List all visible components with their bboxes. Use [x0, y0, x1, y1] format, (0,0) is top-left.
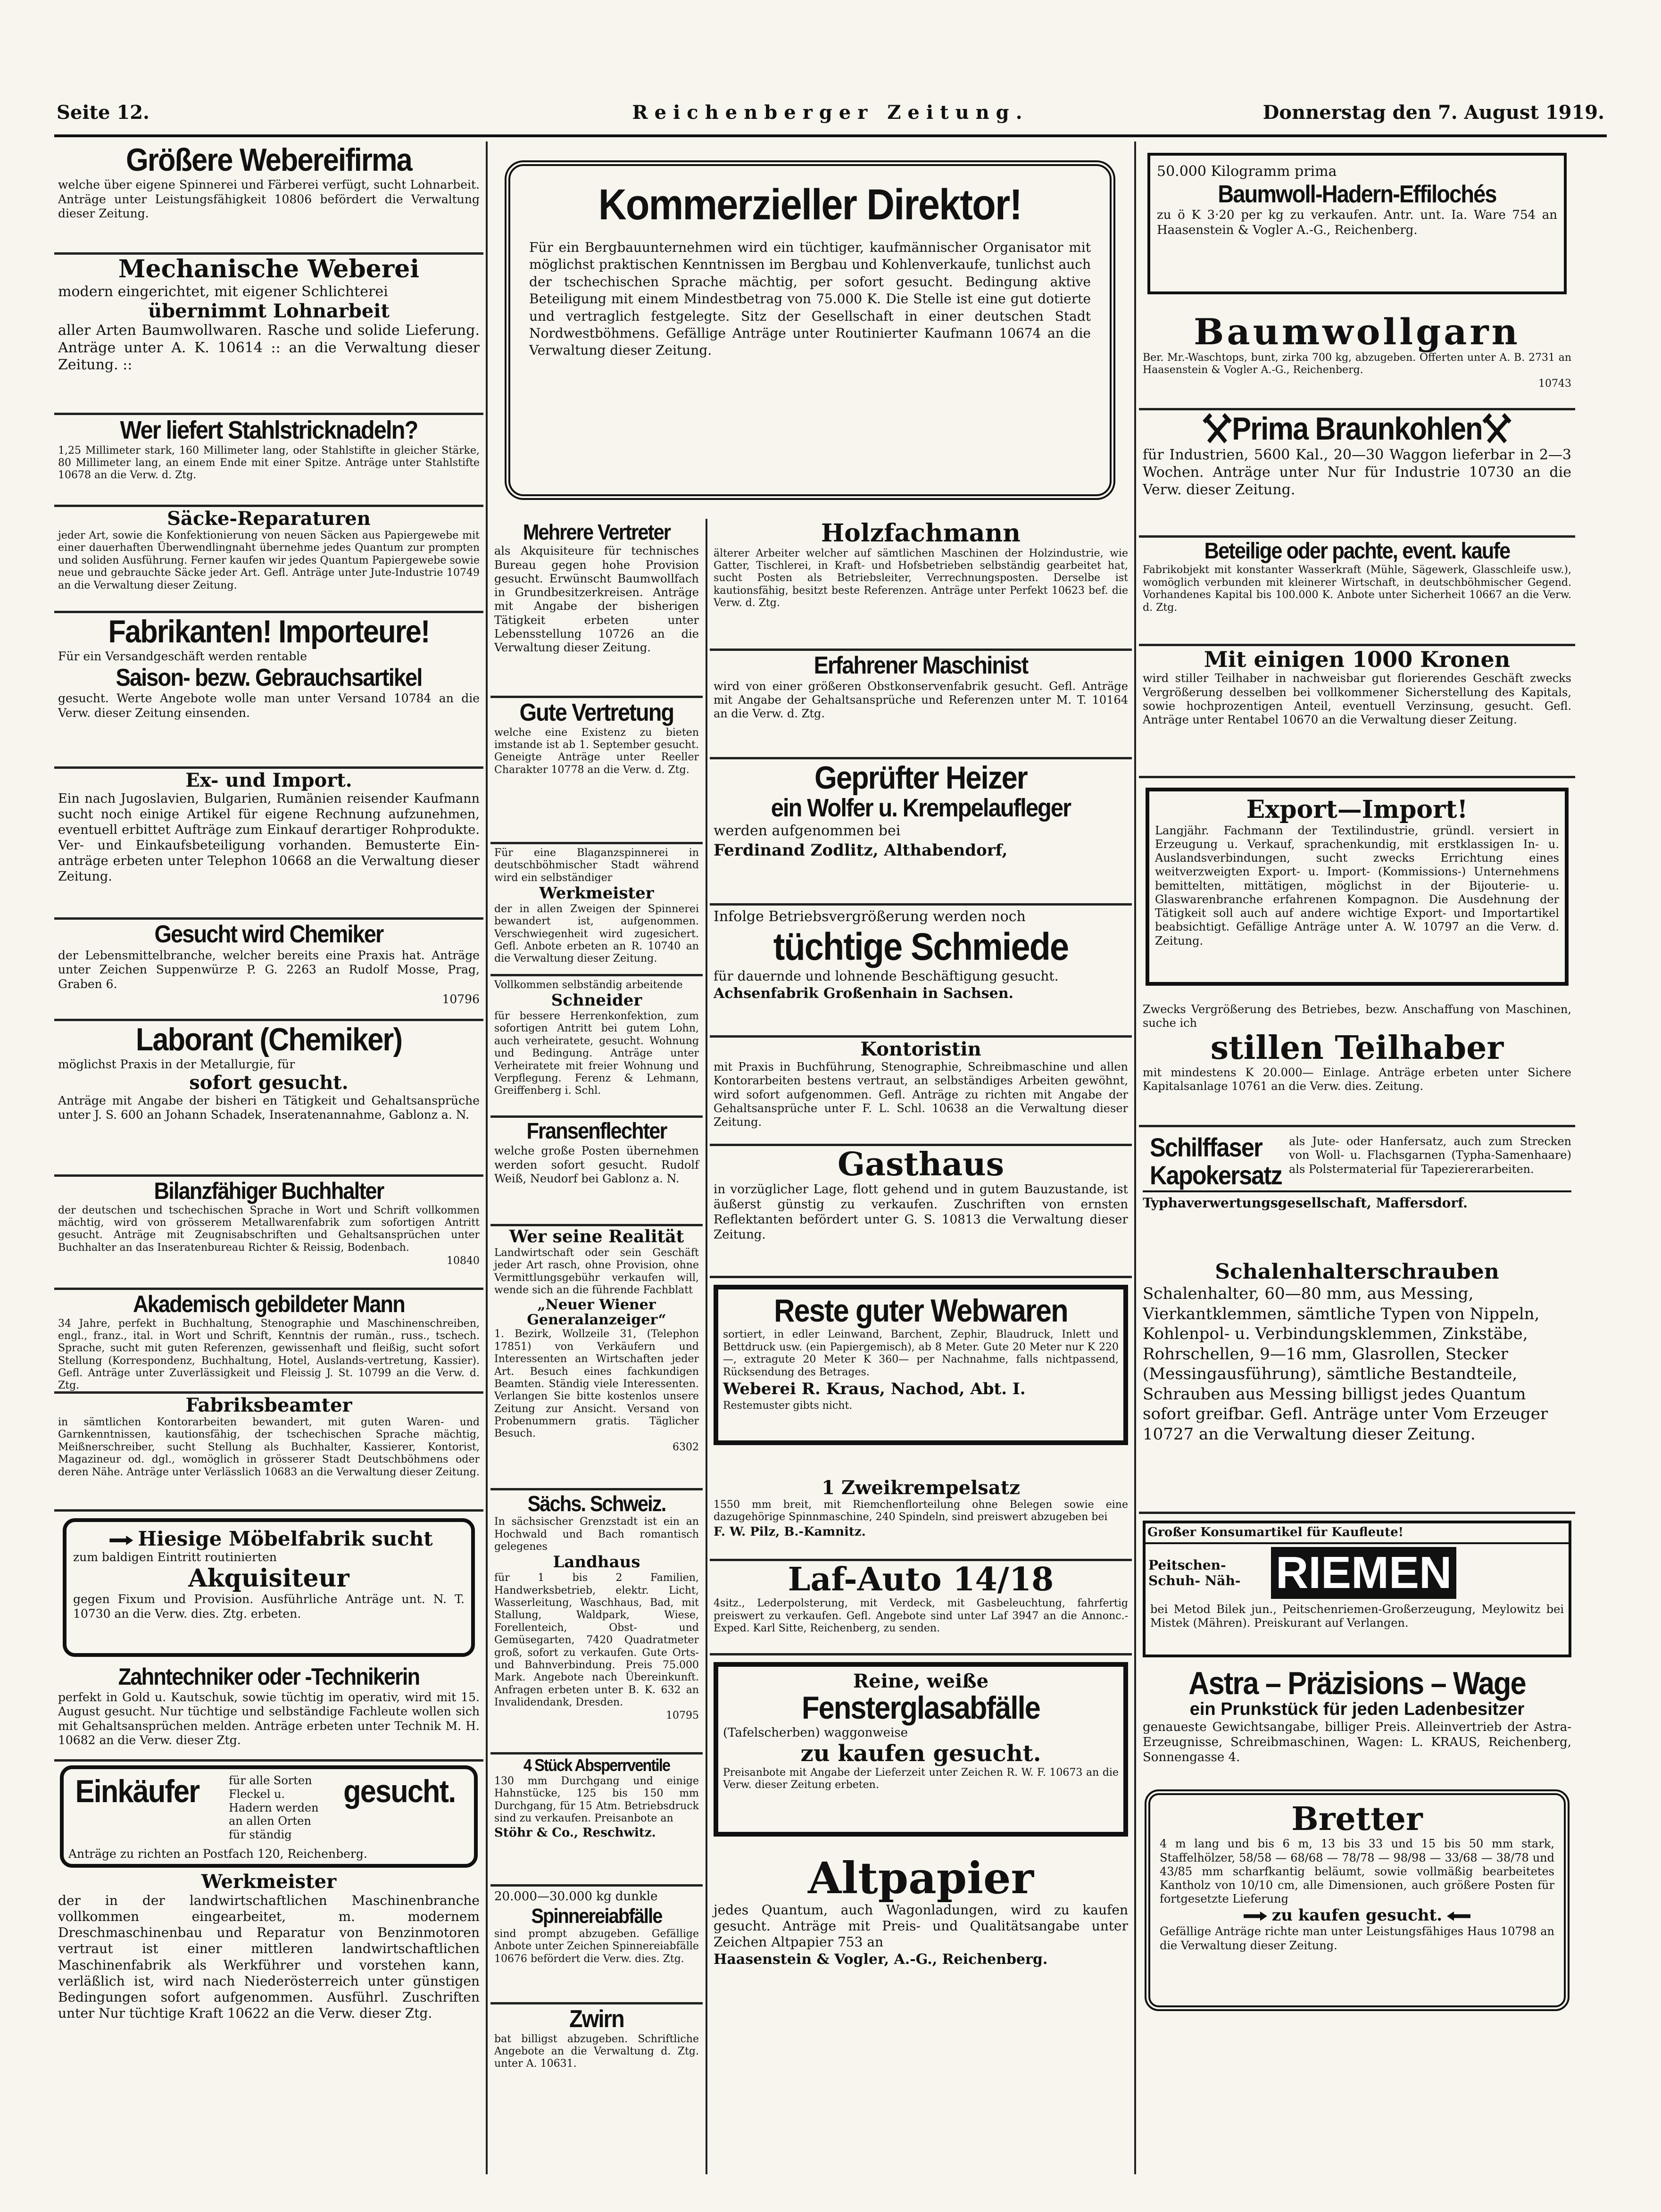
ad-title: Werkmeister — [539, 884, 654, 903]
ad-akademisch — [54, 1290, 483, 1394]
ad-title: Wer seine Realität — [509, 1227, 684, 1247]
ad-text: zu ö K 3·20 per kg zu verkaufen. Antr. unt. Ia. Ware 754 an Haasenstein & Vogler A.-G., Reichenberg. — [1157, 208, 1557, 237]
ad-title: Fransenflechter — [526, 1119, 667, 1144]
ad-title: Mechanische Weberei — [118, 255, 420, 283]
ad-title: Geprüfter Heizer — [814, 760, 1027, 796]
ad-text: Stöhr & Co., Reschwitz. — [494, 1826, 656, 1840]
ad-riemen — [1139, 1514, 1575, 1665]
ad-title: Spinnereiabfälle — [531, 1904, 662, 1928]
ad-title: gesucht. — [343, 1773, 456, 1809]
ad-zahntechniker — [54, 1663, 483, 1762]
ad-text: für dauernde und lohnende Beschäftigung gesucht. — [714, 968, 1059, 984]
ad-code: 10796 — [442, 992, 480, 1006]
ad-baumwoll-hadern — [1139, 141, 1575, 311]
ad-title: 4 Stück Absperrventile — [523, 1755, 670, 1775]
ad-title: zu kaufen gesucht. — [1271, 1905, 1443, 1925]
page-header — [57, 101, 1604, 130]
ad-title: Export—Import! — [1246, 795, 1468, 824]
ad-code: 10795 — [666, 1710, 699, 1722]
ad-title: Fensterglasabfälle — [801, 1690, 1040, 1726]
ad-text: zum baldigen Eintritt routinierten — [73, 1550, 277, 1564]
ad-spinnereiabfaelle — [490, 1887, 703, 2004]
ad-title: Baumwoll-Hadern-Effilochés — [1218, 180, 1496, 208]
ad-text: möglichst Praxis in der Metallurgie, für — [58, 1057, 295, 1072]
ad-text: in sämtlichen Kontorarbeiten bewandert, mit guten Waren- und Garnkenntnissen, kautionsfähig, der tschechischen Sprache mächtig, Meißnerschreiber, sucht Stellung als Buchhalter, Kassierer, Kontorist, Magazineur od. dgl., womöglich in grösserer Stadt Deutschböhmens oder deren Nähe. Anträge unter Verlässlich 10683 an die Verwaltung dieser Zeitung. — [58, 1416, 480, 1478]
ad-title: Schilffaser Kapokersatz — [1150, 1132, 1282, 1190]
ad-text: (Tafelscherben) waggonweise — [723, 1726, 908, 1740]
ad-export-import — [1139, 778, 1575, 1000]
ad-code: 10743 — [1538, 377, 1571, 390]
ad-schmiede — [710, 906, 1132, 1038]
ad-title: 1 Zweikrempelsatz — [822, 1477, 1020, 1499]
ad-box — [60, 1765, 478, 1868]
ad-text: 20.000—30.000 kg dunkle — [494, 1889, 658, 1904]
column-4 — [1139, 141, 1575, 2179]
ad-werkmeister-spinnerei — [490, 844, 703, 976]
ad-title: Gasthaus — [837, 1146, 1005, 1183]
ad-title: ein Prunkstück für jeden Ladenbesitzer — [1189, 1699, 1525, 1720]
ad-title: Holzfachmann — [821, 519, 1021, 548]
ad-laf-auto — [710, 1561, 1132, 1655]
ad-title: Bretter — [1291, 1800, 1423, 1838]
ad-text: jedes Quantum, auch Wagonladungen, wird zu kaufen gesucht. Anträge mit Preis- und Qualitätsangabe unter Zeichen Altpapier 753 an — [714, 1902, 1128, 1950]
ad-text: Für ein Bergbauunternehmen wird ein tüchtiger, kaufmännischer Organisator mit möglichst praktischen Kenntnissen im Bergbau und Kohlenverkaufe, tunlichst auch der tschechischen Sprache mächtig, per sofort gesucht. Bedingung aktive Beteiligung mit einem Mindestbetrag von 75.000 K. Die Stelle ist eine gut dotierte und vertraglich festgelegte. Sitz der Gesellschaft in einer deutschen Stadt Nordwestböhmens. Gefällige Anträge unter Routinierter Kaufmann 10674 an die Verwaltung dieser Zeitung. — [529, 240, 1091, 358]
ad-title: Saison- bezw. Gebrauchsartikel — [116, 664, 422, 691]
ad-title: Kommerzieller Direktor! — [598, 181, 1022, 229]
ad-text: Für ein Versandgeschäft werden rentable — [58, 649, 307, 664]
ad-title: Reine, weiße — [853, 1670, 989, 1692]
ad-code: 6302 — [673, 1441, 699, 1453]
ad-title: Akquisiteur — [188, 1563, 349, 1593]
ad-title: Ex- und Import. — [185, 769, 352, 791]
ad-text: Großer Konsumartikel für Kaufleute! — [1146, 1523, 1569, 1544]
ad-text: in vorzüglicher Lage, flott gehend und in gutem Bauzustande, ist äußerst günstig zu verkaufen. Zuschriften von ernsten Reflektanten befördert unter G. S. 10813 die Verwaltung dieser Zeitung. — [714, 1182, 1128, 1242]
ad-title: Altpapier — [807, 1854, 1034, 1904]
issue-date: Donnerstag den 7. August 1919. — [1262, 101, 1604, 124]
ad-schalenhalter — [1139, 1259, 1575, 1514]
ad-title: Sächs. Schweiz. — [527, 1491, 666, 1516]
ad-text: Schalenhalter, 60—80 mm, aus Messing, Vierkantklemmen, sämtliche Typen von Nippeln, Kohlenpol- u. Verbindungsklemmen, Zinkstäbe, Rohrschellen, 9—16 mm, Glasrollen, Stecker (Messingausführung), sämtliche Bestandteile, Schrauben aus Messing billigst jedes Quantum sofort greifbar. Gefl. Anträge unter Vom Erzeuger 10727 an die Verwaltung dieser Zeitung. — [1143, 1284, 1548, 1444]
ad-fensterglas — [710, 1655, 1132, 1854]
ad-text: Fabrikobjekt mit konstanter Wasserkraft (Mühle, Sägewerk, Glasschleife usw.), womöglich verbunden mit kleinerer Wirtschaft, in deutschböhmischer Gegend. Vorhandenes Kapital bis 100.000 K. Anbote unter Sicherheit 10667 an die Verw. d. Ztg. — [1143, 564, 1571, 614]
ad-title: tüchtige Schmiede — [773, 925, 1069, 968]
column-rule — [486, 141, 488, 2174]
ad-text: 1. Bezirk, Wollzeile 31, (Telephon 17851) von Verkäufern und Interessenten an Wirtschaften jeder Art. Besuch eines fachkundigen Beamten. Ständig viele Interessenten. Verlangen Sie bitte kostenlos unsere Zeitung zur Ansicht. Versand von Probenummern gratis. Täglicher Besuch. — [494, 1328, 699, 1440]
ad-text: bat billigst abzugeben. Schriftliche Angebote an die Verwaltung d. Ztg. unter A. 10631. — [494, 2033, 699, 2070]
ad-text: Typhaverwertungsgesellschaft, Maffersdorf. — [1143, 1190, 1571, 1211]
ad-title: Laf-Auto 14/18 — [788, 1561, 1054, 1598]
ad-title: Prima Braunkohlen — [1232, 411, 1482, 447]
ad-text: genaueste Gewichtsangabe, billiger Preis. Alleinvertrieb der Astra-Erzeugnisse, Schreibmaschinen, Wagen: L. KRAUS, Reichenberg, Sonnengasse 4. — [1143, 1720, 1571, 1764]
ad-text: 1,25 Millimeter stark, 160 Millimeter lang, oder Stahlstifte in gleicher Stärke, 80 Millimeter lang, an einem Ende mit einer Spitze. Anträge unter Stahlstifte 10678 an die Verw. d. Ztg. — [58, 444, 480, 482]
hammer-icon — [1202, 413, 1232, 446]
ad-altpapier — [710, 1854, 1132, 1995]
ad-title: Astra – Präzisions – Wage — [1188, 1665, 1526, 1701]
ad-text: sortiert, in edler Leinwand, Barchent, Zephir, Blaudruck, Inlett und Bettdruck usw. (ein Papiergemisch), ab 8 Meter. Gute 20 Meter nur K 220—, extragute 20 Meter K 360— per Nachnahme, falls nichtpassend, Rücksendung des Betrages. — [723, 1329, 1119, 1378]
ad-saecke — [54, 507, 483, 613]
ad-schilffaser — [1139, 1127, 1575, 1259]
ad-buchhalter — [54, 1177, 483, 1290]
ad-braunkohlen — [1139, 410, 1575, 538]
ad-text: Zwecks Vergrößerung des Betriebes, bezw. Anschaffung von Maschinen, suche ich — [1143, 1003, 1571, 1030]
ad-text: mit mindestens K 20.000— Einlage. Anträge erbeten unter Sichere Kapitalsanlage 10761 an die Verw. dies. Zeitung. — [1143, 1065, 1571, 1093]
ad-title: Landhaus — [553, 1553, 640, 1572]
ad-title: Mit einigen 1000 Kronen — [1204, 647, 1511, 672]
ad-title: Gesucht wird Chemiker — [154, 921, 383, 948]
ad-title: Gute Vertretung — [519, 699, 674, 726]
ad-title: Säcke-Reparaturen — [167, 507, 371, 530]
ad-box — [1145, 1789, 1570, 2011]
ad-einkaeufer — [54, 1762, 483, 1870]
ad-fabrikanten — [54, 613, 483, 769]
ad-text: der deutschen und tschechischen Sprache in Wort und Schrift vollkommen mächtig, wird von grösserem Metallwarenfabrik zum sofortigen Antritt gesucht. Anträge mit Zeugnisabschriften und Gehaltsansprüchen unter Buchhalter an das Inseratenbureau Richter & Reissig, Bodenbach. — [58, 1204, 480, 1254]
ad-text: welche über eigene Spinnerei und Färberei verfügt, sucht Lohnarbeit. Anträge unter Leistungsfähigkeit 10806 befördert die Verwaltung dieser Zeitung. — [58, 178, 480, 221]
ad-title: Kontoristin — [860, 1038, 981, 1060]
ad-text: Haasenstein & Vogler, A.-G., Reichenberg. — [714, 1951, 1048, 1968]
ad-text: Ein nach Jugoslavien, Bulgarien, Rumänien reisender Kaufmann sucht noch einige Artikel für eigene Rechnung aufzunehmen, eventuell erbittet Aufträge zum Einkauf derartiger Rohprodukte. Ver- und Einkaufsbeteiligung vorhanden. Bemusterte Ein-anträge erbeten unter Telephon 10668 an die Verwaltung dieser Zeitung. — [58, 791, 480, 884]
ad-title: Schalenhalterschrauben — [1215, 1260, 1499, 1284]
ad-text: für alle Sorten Fleckel u. Hadern werden an allen Orten für ständig — [229, 1774, 319, 1842]
ad-text: Infolge Betriebsvergrößerung werden noch — [714, 908, 1026, 925]
ad-webereifirma — [54, 141, 483, 255]
ad-heizer — [710, 759, 1132, 906]
ad-box — [1146, 788, 1569, 986]
ad-text: Für eine Blaganzspinnerei in deutschböhmischer Stadt während wird ein selbständiger — [494, 847, 699, 884]
ad-title: zu kaufen gesucht. — [800, 1740, 1041, 1767]
ad-text: wird von einer größeren Obstkonservenfabrik gesucht. Gefl. Anträge mit Angabe der Gehaltsansprüche und Referenzen unter M. T. 10164 an die Verw. d. Ztg. — [714, 679, 1128, 721]
ad-text: der in allen Zweigen der Spinnerei bewandert ist, aufgenommen. Verschwiegenheit wird zugesichert. Gefl. Anbote erbeten an R. 10740 an die Verwaltung dieser Zeitung. — [494, 903, 699, 965]
ad-text: Ferdinand Zodlitz, Althabendorf, — [714, 840, 1008, 860]
ad-text: Peitschen- Schuh- Näh- — [1148, 1557, 1241, 1588]
hammer-icon — [1482, 413, 1512, 446]
ad-text: für 1 bis 2 Familien, Handwerksbetrieb, elektr. Licht, Wasserleitung, Waschhaus, Bad, mit Stallung, Waldpark, Wiese, Forellenteich, Obst- und Gemüsegarten, 7420 Quadratmeter groß, sofort zu verkaufen. Gute Orts- und Bahnverbindung. Preis 75.000 Mark. Angebote nach Übereinkunft. Anfragen erbeten unter B. K. 632 an Invalidendank, Dresden. — [494, 1572, 699, 1709]
ad-title: ein Wolfer u. Krempelaufleger — [771, 794, 1071, 823]
ad-box — [714, 1285, 1128, 1445]
ad-text: älterer Arbeiter welcher auf sämtlichen Maschinen der Holzindustrie, wie Gatter, Tischlerei, in Kraft- und Hofsbetrieben selbständig gearbeitet hat, sucht Posten als Betriebsleiter, Verrechnungsposten. Derselbe ist kautionsfähig, besitzt beste Referenzen. Anträge unter Perfekt 10623 bef. die Verw. d. Ztg. — [714, 547, 1128, 609]
ad-realitaet — [490, 1226, 703, 1490]
ad-ex-import — [54, 769, 483, 920]
ad-astra-wage — [1139, 1665, 1575, 1788]
ad-bretter — [1139, 1788, 1575, 2023]
header-rule — [54, 134, 1607, 137]
ad-title: Zwirn — [569, 2005, 624, 2033]
ad-maschinist — [710, 651, 1132, 759]
ad-text: 130 mm Durchgang und einige Hahnstücke, 125 bis 150 mm Durchgang, für 15 Atm. Betriebsdruck sind zu verkaufen. Preisanbote an — [494, 1775, 699, 1824]
masthead: Reichenberger Zeitung. — [632, 101, 1029, 124]
ad-title: Laborant (Chemiker) — [135, 1022, 402, 1057]
ad-text: aller Arten Baumwollwaren. Rasche und solide Lieferung. Anträge unter A. K. 10614 :: an die Verwaltung dieser Zeitung. :: — [58, 322, 480, 374]
ad-title: Einkäufer — [75, 1773, 199, 1809]
ad-title: Mehrere Vertreter — [523, 520, 671, 544]
ad-text: F. W. Pilz, B.-Kamnitz. — [714, 1524, 866, 1539]
pointing-hand-icon — [1447, 1912, 1470, 1921]
ad-chemiker — [54, 920, 483, 1021]
ad-text: Anträge zu richten an Postfach 120, Reichenberg. — [68, 1846, 367, 1861]
ad-title: Akademisch gebildeter Mann — [133, 1291, 405, 1317]
ad-kontoristin — [710, 1038, 1132, 1146]
pointing-hand-icon — [109, 1536, 133, 1545]
ad-title: Fabrikanten! Importeure! — [108, 614, 430, 649]
ad-title: Werkmeister — [201, 1871, 337, 1893]
column-rule — [706, 519, 707, 2174]
ad-text: Langjähr. Fachmann der Textilindustrie, gründl. versiert in Erzeugung u. Verkauf, sprachenkundig, mit erstklassigen In- u. Auslandsverbindungen, sucht zwecks Errichtung eines weitverzweigten Export- u. Import- (Kommissions-) Unternehmens bemittelten, mittätigen, möglichst in der Bijouterie- u. Glaswarenbranche erfahrenen Kompagnon. Die Ausdehnung der Tätigkeit soll auch auf andere wichtige Export- und Importartikel beabsichtigt. Gefällige Anträge unter A. W. 10797 an die Verw. d. Zeitung. — [1155, 823, 1559, 948]
ad-text: als Akquisiteure für technisches Bureau gegen hohe Provision gesucht. Erwünscht Baumwollfach in Grundbesitzerkreisen. Anträge mit Angabe der bisherigen Tätigkeit erbeten unter Lebensstellung 10726 an die Verwaltung dieser Zeitung. — [494, 544, 699, 655]
ad-text: Vollkommen selbständig arbeitende — [494, 979, 683, 991]
ad-text: Gefällige Anträge richte man unter Leistungsfähiges Haus 10798 an die Verwaltung dieser Zeitung. — [1160, 1925, 1554, 1952]
ad-text: für Industrien, 5600 Kal., 20—30 Waggon lieferbar in 2—3 Wochen. Anträge unter Nur für Industrie 10730 an die Verw. dieser Zeitung. — [1143, 447, 1571, 498]
ad-title: Reste guter Webwaren — [774, 1293, 1068, 1329]
ad-fabriksbeamter — [54, 1394, 483, 1512]
ad-vertreter — [490, 519, 703, 698]
ad-text: jeder Art, sowie die Konfektionierung von neuen Säcken aus Papiergewebe mit einer dauerhaften Überwendlingnaht übernehme jedes Quantum zur prompten und soliden Ausführung. Ferner kaufen wir jedes Quantum Papiergewebe sowie neue und gebrauchte Säcke jeder Art. Gefl. Anträge unter Jute-Industrie 10749 an die Verwaltung dieser Zeitung. — [58, 530, 480, 591]
ad-text: perfekt in Gold u. Kautschuk, sowie tüchtig im operativ, wird mit 15. August gesucht. Nur tüchtige und selbständige Fachleute wollen sich mit Gehaltsansprüchen melden. Anträge erbeten unter Technik M. H. 10682 an die Verw. dieser Ztg. — [58, 1690, 480, 1747]
ad-title: Bilanzfähiger Buchhalter — [154, 1178, 384, 1204]
ad-text: Weberei R. Kraus, Nachod, Abt. I. — [723, 1379, 1026, 1398]
ad-baumwollgarn — [1139, 311, 1575, 410]
ad-box — [1147, 153, 1567, 294]
ad-1000-kronen — [1139, 646, 1575, 778]
ad-box — [714, 1662, 1128, 1837]
ad-webwaren — [710, 1278, 1132, 1476]
ad-text: werden aufgenommen bei — [714, 823, 901, 840]
ad-stiller-teilhaber — [1139, 1000, 1575, 1127]
ad-text: 4 m lang und bis 6 m, 13 bis 33 und 15 bis 50 mm stark, Staffelhölzer, 58/58 — 68/68 — 78/78 — 98/98 — 33/68 — 38/78 und 43/85 mm scharfkantig beläumt, sowie vollmäßig bearbeitetes Kantholz von 10/10 cm, alle Dimensionen, auch größere Posten für fortgesetzte Lieferung — [1160, 1837, 1554, 1906]
ad-holzfachmann — [710, 519, 1132, 651]
column-1 — [54, 141, 483, 2179]
ad-text: der Lebensmittelbranche, welcher bereits eine Praxis hat. Anträge unter Zeichen Suppenwürze P. G. 2263 an Rudolf Mosse, Prag, Graben 6. — [58, 948, 480, 991]
ad-stahlstricknadeln — [54, 415, 483, 507]
ad-laborant — [54, 1021, 483, 1177]
ad-text: Restemuster gibts nicht. — [723, 1400, 853, 1412]
column-rule — [1134, 141, 1136, 2174]
ad-moebelfabrik — [54, 1512, 483, 1663]
ad-title: Beteilige oder pachte, event. kaufe — [1204, 539, 1510, 564]
ad-title: Schneider — [551, 991, 642, 1010]
ad-beteilige — [1139, 538, 1575, 646]
ad-gasthaus — [710, 1146, 1132, 1278]
pointing-hand-icon — [1244, 1912, 1267, 1921]
ad-text: der in der landwirtschaftlichen Maschinenbranche vollkommen eingearbeitet, m. modernem Dreschmaschinenbau und Reparatur von Benzinmotoren vertraut ist einer mittleren landwirtschaftlichen Maschinenfabrik als Werkführer und vorstehen kann, verläßlich ist, wird nach Niederösterreich unter günstigen Bedingungen sofort aufgenommen. Ausführl. Zuschriften unter Nur tüchtige Kraft 10622 an die Verw. dieser Ztg. — [58, 1893, 480, 2021]
ad-text: 4sitz., Lederpolsterung, mit Verdeck, mit Gasbeleuchtung, fahrfertig preiswert zu verkaufen. Gefl. Angebote sind unter Laf 3947 an die Annonc.-Exped. Karl Sitte, Reichenberg, zu senden. — [714, 1597, 1128, 1635]
ad-text: für bessere Herrenkonfektion, zum sofortigen Antritt bei gutem Lohn, auch verheiratete, gesucht. Wohnung und Bedingung. Anträge unter Verheiratete mit freier Wohnung und Verpflegung. Ferenz & Lehmann, Greiffenberg i. Schl. — [494, 1010, 699, 1097]
ad-text: sind prompt abzugeben. Gefällige Anbote unter Zeichen Spinnereiabfälle 10676 befördert die Verw. dies. Ztg. — [494, 1928, 699, 1965]
ad-text: gesucht. Werte Angebote wolle man unter Versand 10784 an die Verw. dieser Zeitung einsenden. — [58, 691, 480, 720]
ad-text: welche eine Existenz zu bieten imstande ist ab 1. September gesucht. Geneigte Anträge unter Reeller Charakter 10778 an die Verw. d. Ztg. — [494, 726, 699, 776]
ad-text: Preisanbote mit Angabe der Lieferzeit unter Zeichen R. W. F. 10673 an die Verw. dieser Zeitung erbeten. — [723, 1766, 1119, 1791]
ad-zweikrempelsatz — [710, 1476, 1132, 1561]
ad-title: Erfahrener Maschinist — [814, 652, 1028, 679]
ad-title: übernimmt Lohnarbeit — [148, 300, 390, 323]
ad-text: bei Metod Bilek jun., Peitschenriemen-Großerzeugung, Meylowitz bei Mistek (Mähren). Preiskurant auf Verlangen. — [1150, 1602, 1564, 1630]
ad-text: 1550 mm breit, mit Riemchenflorteilung ohne Belegen sowie eine dazugehörige Spinnmaschine, 240 Spindeln, sind preiswert abzugeben bei — [714, 1499, 1128, 1523]
ad-title: sofort gesucht. — [189, 1071, 349, 1094]
ad-direktor — [505, 160, 1115, 500]
ad-text: Achsenfabrik Großenhain in Sachsen. — [714, 985, 1013, 1002]
ad-gute-vertretung — [490, 698, 703, 844]
ad-text: mit Praxis in Buchführung, Stenographie, Schreibmaschine und allen Kontorarbeiten bestens vertraut, an selbständiges Arbeiten gewöhnt, wird sofort aufgenommen. Gefl. Anträge zu richten mit Angabe der Gehaltsansprüche unter F. L. Schl. 10638 an die Verwaltung dieser Zeitung. — [714, 1060, 1128, 1129]
ad-zwirn — [490, 2004, 703, 2099]
ad-box — [1143, 1521, 1571, 1657]
column-2 — [490, 519, 703, 2179]
ad-schneider — [490, 976, 703, 1118]
ad-text: 34 Jahre, perfekt in Buchhaltung, Stenographie und Maschinenschreiben, engl., franz., ital. in Wort und Schrift, Kenntnis der rumän., russ., tschech. Sprache, sucht mit guten Referenzen, gewissenhaft und fleißig, sucht sofort Stellung (Korrespondenz, Buchhaltung, Hotel, Auslands-vertretung, Kassier). Gefl. Anträge unter Zuverlässigkeit und Fleissig J. St. 10799 an die Verw. d. Ztg. — [58, 1317, 480, 1392]
ad-code: 10840 — [447, 1255, 480, 1267]
ad-werkmeister — [54, 1870, 483, 2073]
page-number: Seite 12. — [57, 101, 149, 124]
ad-text: Ber. Mr.-Waschtops, bunt, zirka 700 kg, abzugeben. Offerten unter A. B. 2731 an Haasenstein & Vogler A.-G., Reichenberg. — [1143, 351, 1571, 376]
ad-text: Landwirtschaft oder sein Geschäft jeder Art rasch, ohne Provision, ohne Vermittlungsgebühr verkaufen will, wende sich an die führende Fachblatt — [494, 1247, 699, 1296]
ad-text: 50.000 Kilogramm prima — [1157, 163, 1337, 180]
ad-title: „Neuer Wiener Generalanzeiger“ — [527, 1297, 666, 1328]
ad-title: Baumwollgarn — [1194, 311, 1520, 353]
ad-mech-weberei — [54, 255, 483, 415]
ad-title: Größere Webereifirma — [126, 142, 412, 178]
ad-title: stillen Teilhaber — [1210, 1029, 1504, 1067]
ad-text: Anträge mit Angabe der bisheri en Tätigkeit und Gehaltsansprüche unter J. S. 600 an Johann Schadek, Inseratenannahme, Gablonz a. N. — [58, 1093, 480, 1122]
ad-text: welche große Posten übernehmen werden sofort gesucht. Rudolf Weiß, Neudorf bei Gablonz a. N. — [494, 1144, 699, 1185]
ad-text: wird stiller Teilhaber in nachweisbar gut florierendes Geschäft zwecks Vergrößerung desselben bei vollkommener Sicherstellung des Kapitals, sowie hochprozentigen Anteil, eventuell Verzinsung, gesucht. Gefl. Anträge unter Rentabel 10670 an die Verwaltung dieser Zeitung. — [1143, 672, 1571, 727]
ad-text: als Jute- oder Hanfersatz, auch zum Strecken von Woll- u. Flachsgarnen (Typha-Samenhaare) als Polstermaterial für Tapeziererarbeiten. — [1289, 1135, 1571, 1176]
ad-fransen — [490, 1118, 703, 1226]
ad-text: modern eingerichtet, mit eigener Schlichterei — [58, 283, 388, 300]
ad-absperrventile — [490, 1755, 703, 1887]
ad-text: In sächsischer Grenzstadt ist ein an Hochwald und Bach romantisch gelegenes — [494, 1516, 699, 1553]
ad-title: Hiesige Möbelfabrik sucht — [138, 1527, 433, 1550]
center-top — [490, 141, 1129, 509]
ad-title: Fabriksbeamter — [185, 1394, 352, 1416]
column-3 — [710, 519, 1132, 2179]
ad-text: gegen Fixum und Provision. Ausführliche Anträge unt. N. T. 10730 an die Verw. dies. Ztg. erbeten. — [73, 1592, 465, 1621]
ad-box — [63, 1518, 475, 1657]
ad-title: Zahntechniker oder -Technikerin — [118, 1663, 420, 1690]
ad-title: Wer liefert Stahlstricknadeln? — [120, 416, 418, 444]
ad-title: RIEMEN — [1271, 1547, 1456, 1599]
ad-landhaus — [490, 1490, 703, 1755]
